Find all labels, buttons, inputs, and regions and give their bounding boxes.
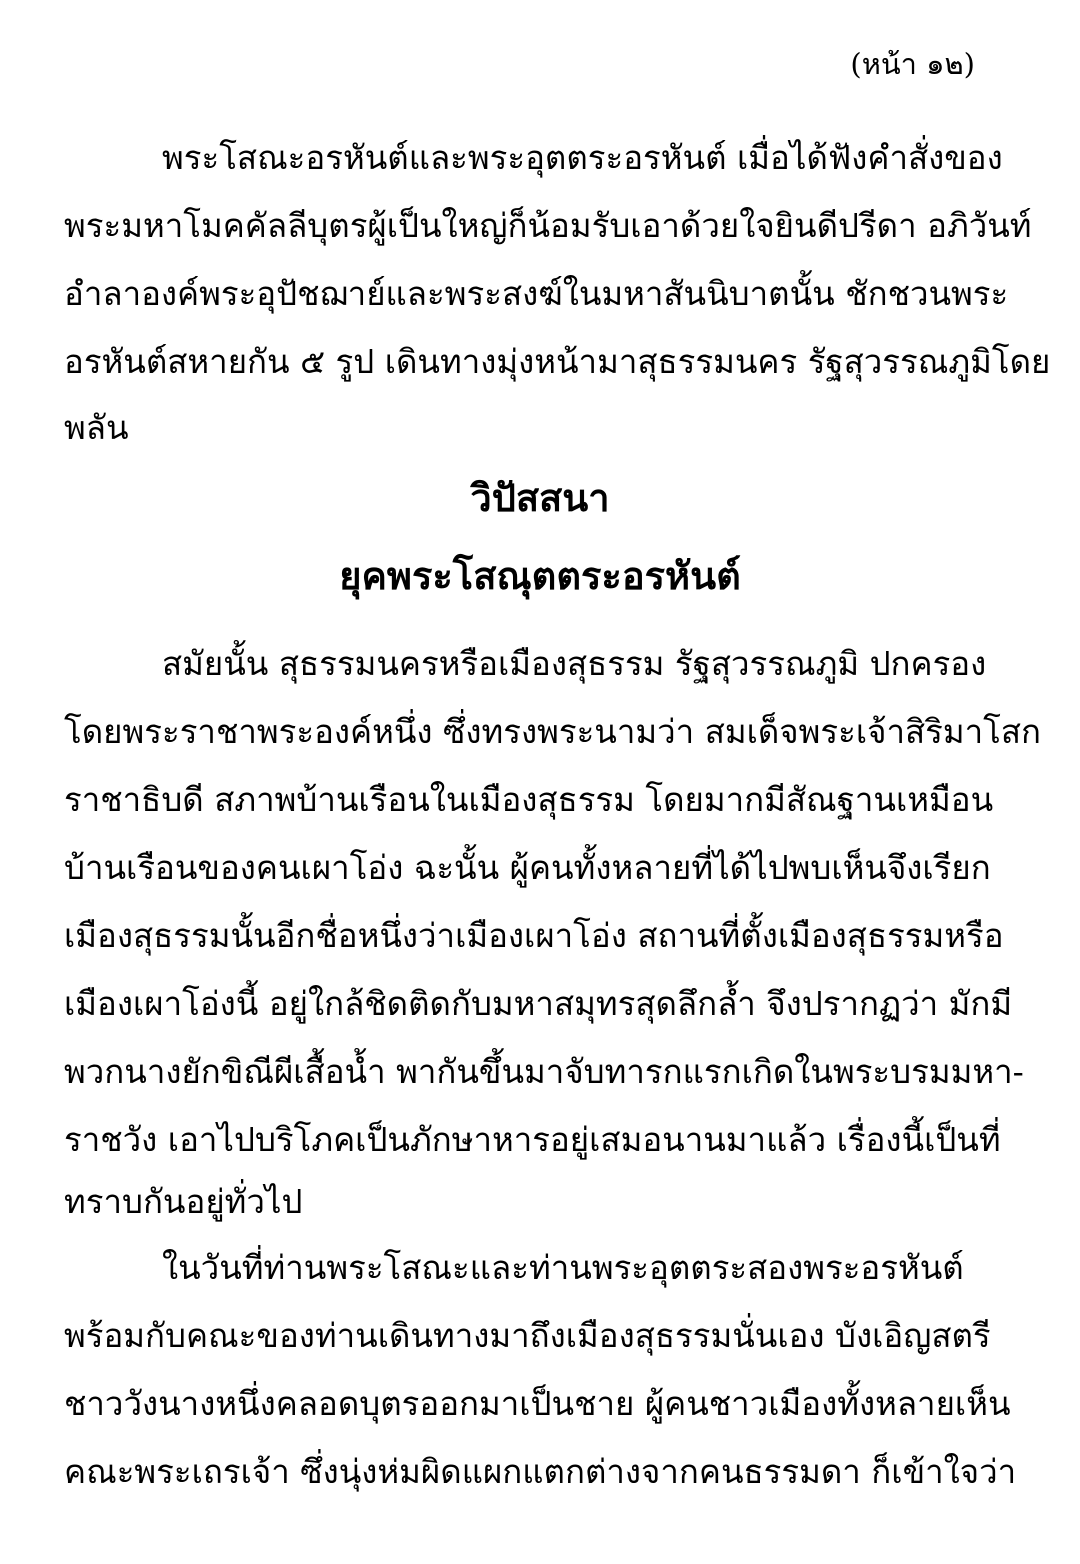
paragraph-2-line: เมืองเผาโอ่งนี้ อยู่ใกล้ชิดติดกับมหาสมุทรสุดลึกล้ำ จึงปรากฏว่า มักมี [64, 984, 1013, 1023]
paragraph-3-line: พร้อมกับคณะของท่านเดินทางมาถึงเมืองสุธรรมนั่นเอง บังเอิญสตรี [64, 1316, 991, 1355]
paragraph-1-line: พระมหาโมคคัลลีบุตรผู้เป็นใหญ่ก็น้อมรับเอาด้วยใจยินดีปรีดา อภิวันท์ [64, 206, 1032, 245]
paragraph-3-line: คณะพระเถรเจ้า ซึ่งนุ่งห่มผิดแผกแตกต่างจากคนธรรมดา ก็เข้าใจว่า [64, 1452, 1017, 1491]
section-subheading: ยุคพระโสณุตตระอรหันต์ [339, 553, 741, 598]
paragraph-2-line: ทราบกันอยู่ทั่วไป [64, 1182, 303, 1221]
paragraph-2-line: บ้านเรือนของคนเผาโอ่ง ฉะนั้น ผู้คนทั้งหลายที่ได้ไปพบเห็นจึงเรียก [64, 848, 991, 887]
paragraph-1-line: พลัน [64, 408, 129, 447]
paragraph-1-line: อรหันต์สหายกัน ๕ รูป เดินทางมุ่งหน้ามาสุธรรมนคร รัฐสุวรรณภูมิโดย [64, 342, 1051, 381]
paragraph-2-line: เมืองสุธรรมนั้นอีกชื่อหนึ่งว่าเมืองเผาโอ่ง สถานที่ตั้งเมืองสุธรรมหรือ [64, 916, 1004, 955]
paragraph-2-line: โดยพระราชาพระองค์หนึ่ง ซึ่งทรงพระนามว่า สมเด็จพระเจ้าสิริมาโสก [64, 712, 1041, 751]
paragraph-1-line: อำลาองค์พระอุปัชฌาย์และพระสงฆ์ในมหาสันนิบาตนั้น ชักชวนพระ [64, 274, 1009, 313]
page-number: (หน้า ๑๒) [850, 47, 975, 81]
section-heading: วิปัสสนา [470, 475, 610, 520]
paragraph-2-line: ราชวัง เอาไปบริโภคเป็นภักษาหารอยู่เสมอนานมาแล้ว เรื่องนี้เป็นที่ [64, 1120, 1001, 1159]
paragraph-2-line: สมัยนั้น สุธรรมนครหรือเมืองสุธรรม รัฐสุวรรณภูมิ ปกครอง [162, 644, 987, 683]
paragraph-3-line: ในวันที่ท่านพระโสณะและท่านพระอุตตระสองพระอรหันต์ [162, 1248, 964, 1287]
paragraph-2-line: พวกนางยักขิณีผีเสื้อน้ำ พากันขึ้นมาจับทารกแรกเกิดในพระบรมมหา- [64, 1052, 1024, 1091]
paragraph-1-line: พระโสณะอรหันต์และพระอุตตระอรหันต์ เมื่อได้ฟังคำสั่งของ [162, 138, 1003, 177]
paragraph-2-line: ราชาธิบดี สภาพบ้านเรือนในเมืองสุธรรม โดยมากมีสัณฐานเหมือน [64, 780, 994, 819]
paragraph-3-line: ชาววังนางหนึ่งคลอดบุตรออกมาเป็นชาย ผู้คนชาวเมืองทั้งหลายเห็น [64, 1384, 1011, 1423]
